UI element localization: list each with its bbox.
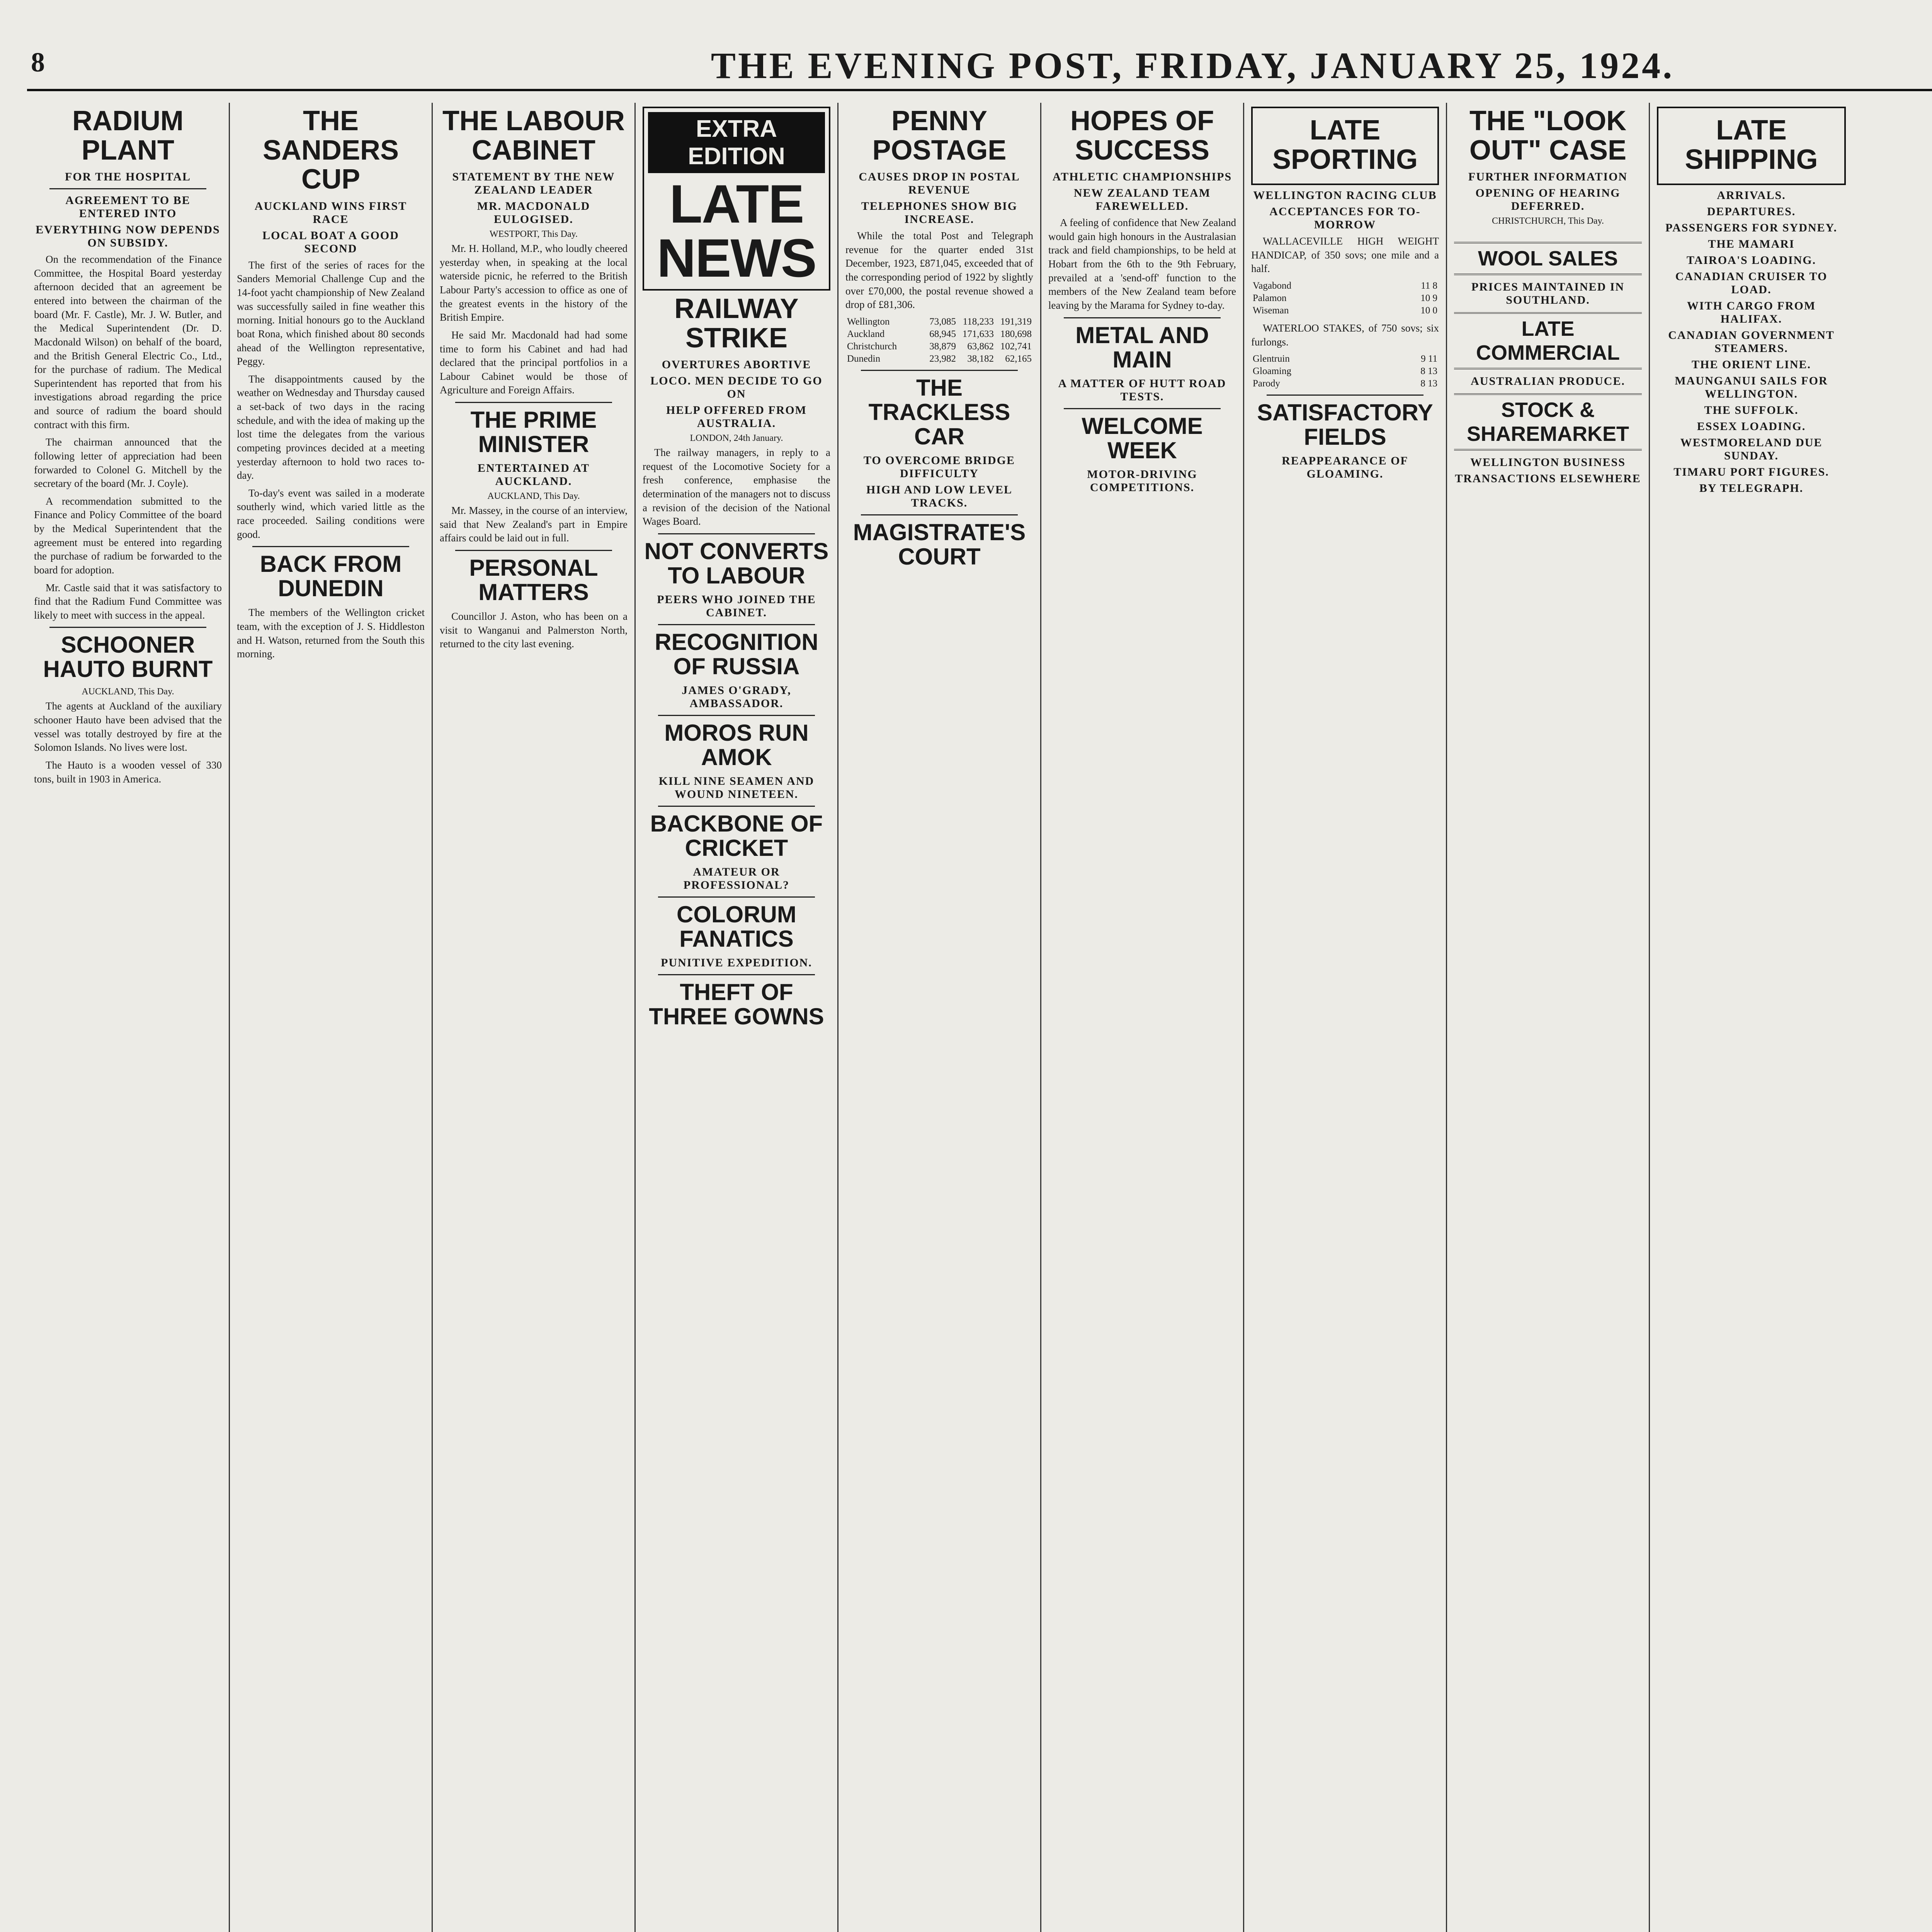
subheadline: PEERS WHO JOINED THE CABINET. — [657, 593, 816, 619]
subheadline: ENTERTAINED AT AUCKLAND. — [477, 462, 590, 488]
headline: RECOGNITION OF RUSSIA — [655, 629, 818, 679]
table-cell: Wiseman — [1253, 305, 1289, 316]
table-row — [845, 353, 1033, 365]
paragraph: On the recommendation of the Finance Committee, the Hospital Board yesterday afternoon decided that an agreement be entered into between the chairman of the board (Mr. F. Castle), Mr. J. W. Butler, and the Medical Superintendent (Dr. D. Macdonald Wilson) on behalf of the board, and the British General Electric Co., Ltd., for the purchase of radium. The Medical Superintendent has reported that from his investigations abroad regarding the price and source of radium the board should contract with this firm. — [34, 253, 222, 430]
divider — [658, 715, 815, 716]
table-row — [1251, 378, 1439, 390]
acceptances-list — [1251, 353, 1439, 390]
table-row — [1251, 280, 1439, 292]
column-2 — [230, 103, 433, 1932]
subheadline: ARRIVALS. — [1717, 189, 1786, 202]
subheadline: MAUNGANUI SAILS FOR WELLINGTON. — [1675, 374, 1828, 401]
table-cell: Christchurch — [847, 341, 897, 352]
headline: PERSONAL MATTERS — [469, 554, 598, 605]
late-sporting-box — [1251, 107, 1439, 185]
column-3 — [433, 103, 636, 1932]
headline: PENNY POSTAGE — [872, 105, 1007, 166]
headline: BACKBONE OF CRICKET — [650, 810, 823, 861]
subheadline: PUNITIVE EXPEDITION. — [661, 956, 812, 969]
subheadline: HIGH AND LOW LEVEL TRACKS. — [866, 483, 1013, 509]
headline: THE "LOOK OUT" CASE — [1469, 105, 1627, 166]
table-cell: 23,982 — [929, 353, 956, 364]
headline: THE SANDERS CUP — [262, 105, 399, 195]
paragraph: The agents at Auckland of the auxiliary schooner Hauto have been advised that the vessel was totally destroyed by fire at the Solomon Islands. No lives were lost. — [34, 700, 222, 753]
table-cell: 38,879 — [929, 341, 956, 352]
paragraph: He said Mr. Macdonald had had some time to form his Cabinet and had had declared that the principal portfolios in a Labour Cabinet would be those of Agriculture and Foreign Affairs. — [440, 329, 628, 396]
divider — [658, 974, 815, 975]
divider — [252, 546, 409, 547]
paragraph: To-day's event was sailed in a moderate southerly wind, which varied little as the race proceeded. Sailing conditions were good. — [237, 487, 425, 540]
subheadline: TO OVERCOME BRIDGE DIFFICULTY — [863, 454, 1015, 480]
paragraph: The members of the Wellington cricket team, with the exception of J. S. Hiddleston and H. Watson, returned from the South this morning. — [237, 607, 425, 660]
table-row — [1251, 365, 1439, 378]
table-cell: 73,085 — [929, 316, 956, 327]
headline: WELCOME WEEK — [1082, 413, 1203, 463]
subheadline: TIMARU PORT FIGURES. — [1673, 466, 1829, 479]
table-cell: Gloaming — [1253, 366, 1291, 377]
table-cell: 102,741 — [1000, 341, 1032, 352]
extra-edition-banner — [643, 107, 830, 291]
subheadline: THE SUFFOLK. — [1704, 404, 1799, 417]
masthead-title: THE EVENING POST, FRIDAY, JANUARY 25, 1924. — [711, 45, 1675, 86]
table-row — [1251, 292, 1439, 304]
table-cell: Vagabond — [1253, 281, 1291, 291]
divider — [658, 533, 815, 534]
headline: RADIUM PLANT — [72, 105, 184, 166]
table-cell: 118,233 — [963, 316, 994, 327]
race-title: WALLACEVILLE HIGH WEIGHT HANDICAP, of 350 sovs; one mile and a half. — [1251, 235, 1439, 275]
subheadline: PRICES MAINTAINED IN SOUTHLAND. — [1471, 281, 1625, 307]
headline: MOROS RUN AMOK — [664, 719, 809, 770]
table-cell: Auckland — [847, 328, 885, 339]
table-cell: 11 8 — [1421, 281, 1437, 291]
divider — [658, 806, 815, 807]
subheadline: TAIROA'S LOADING. — [1686, 254, 1816, 267]
paragraph: The disappointments caused by the weather on Wednesday and Thursday caused a set-back of two days in the racing schedule, and with the idea of making up the lost time the delegates from the various competing provinces decided at a meeting yesterday afternoon to hold two races to-day. — [237, 373, 425, 481]
dateline: WESTPORT, This Day. — [489, 229, 578, 240]
subheadline: TELEPHONES SHOW BIG INCREASE. — [861, 200, 1018, 226]
headline: THE TRACKLESS CAR — [868, 374, 1010, 449]
column-8 — [1447, 103, 1650, 1932]
columns — [27, 103, 1932, 1932]
paragraph: Mr. Castle said that it was satisfactory to find that the Radium Fund Committee was likely to meet with success in the appeal. — [34, 582, 222, 621]
subheadline: LOCO. MEN DECIDE TO GO ON — [650, 374, 823, 401]
subheadline: AUCKLAND WINS FIRST RACE — [254, 199, 407, 226]
subheadline: ESSEX LOADING. — [1697, 420, 1806, 433]
dateline: AUCKLAND, This Day. — [487, 491, 580, 502]
table-cell: 8 13 — [1420, 366, 1437, 377]
table-cell: 10 0 — [1420, 305, 1437, 316]
subheadline: ACCEPTANCES FOR TO-MORROW — [1269, 205, 1421, 231]
headline: MAGISTRATE'S COURT — [853, 519, 1026, 570]
table-cell: Palamon — [1253, 293, 1287, 304]
paragraph: A feeling of confidence that New Zealand would gain high honours in the Australasian track and field championships, to be held at Hobart from the 6th to the 9th February, prevailed at a 'send-off' function to the members of the New Zealand team before leaving by the Marama for Sydney to-day. — [1048, 217, 1236, 311]
table-cell: Parody — [1253, 378, 1280, 389]
subheadline: TRANSACTIONS ELSEWHERE — [1455, 472, 1641, 485]
table-cell: Glentruin — [1253, 354, 1290, 364]
dateline: CHRISTCHURCH, This Day. — [1492, 216, 1604, 226]
page-number: 8 — [31, 47, 45, 78]
race-title: WATERLOO STAKES, of 750 sovs; six furlongs. — [1251, 322, 1439, 348]
column-7 — [1244, 103, 1447, 1932]
headline: NOT CONVERTS TO LABOUR — [644, 538, 829, 588]
table-cell: 191,319 — [1000, 316, 1032, 327]
subheadline: KILL NINE SEAMEN AND WOUND NINETEEN. — [658, 774, 815, 801]
table-cell: 38,182 — [967, 353, 994, 364]
paragraph: The Hauto is a wooden vessel of 330 tons, built in 1903 in America. — [34, 759, 222, 785]
section-title: STOCK & SHAREMARKET — [1454, 393, 1642, 451]
subheadline: MR. MACDONALD EULOGISED. — [477, 200, 590, 226]
paragraph: Mr. H. Holland, M.P., who loudly cheered yesterday when, in speaking at the local waterside picnic, he referred to the British Labour Party's accession to office as one of the greatest events in the history of the British Empire. — [440, 243, 628, 323]
headline: HOPES OF SUCCESS — [1070, 105, 1214, 166]
subheadline: CANADIAN GOVERNMENT STEAMERS. — [1668, 329, 1835, 355]
headline: THE LABOUR CABINET — [442, 105, 625, 166]
subheadline: CANADIAN CRUISER TO LOAD. — [1675, 270, 1828, 296]
acceptances-list — [1251, 280, 1439, 317]
table-cell: 68,945 — [929, 328, 956, 339]
table-row — [845, 340, 1033, 353]
subheadline: WELLINGTON RACING CLUB — [1253, 189, 1437, 202]
column-5 — [838, 103, 1041, 1932]
divider — [455, 550, 612, 551]
headline: THEFT OF THREE GOWNS — [649, 979, 824, 1029]
divider — [1267, 395, 1423, 396]
table-cell: 8 13 — [1420, 378, 1437, 389]
table-cell: 62,165 — [1005, 353, 1032, 364]
late-shipping-box — [1657, 107, 1846, 185]
table-cell: 63,862 — [967, 341, 994, 352]
subheadline: WESTMORELAND DUE SUNDAY. — [1680, 436, 1823, 463]
late-news-label: LATE NEWS — [657, 173, 816, 288]
paragraph: The railway managers, in reply to a request of the Locomotive Society for a fresh conference, emphasise the determination of the managers not to discuss a revision of the decision of the National Wages Board. — [643, 447, 830, 527]
headline: COLORUM FANATICS — [677, 901, 796, 952]
divider — [1064, 317, 1221, 318]
divider — [455, 402, 612, 403]
headline: LATE SHIPPING — [1685, 115, 1818, 175]
subheadline: PASSENGERS FOR SYDNEY. — [1665, 221, 1837, 235]
subheadline: WITH CARGO FROM HALIFAX. — [1687, 299, 1816, 326]
paragraph: The first of the series of races for the Sanders Memorial Challenge Cup and the 14-foot yacht championship of New Zealand was successfully sailed in fine weather this morning. Initial honours go to the Auckland boat Rona, which finished about 80 seconds ahead of the Wellington representative, Peggy. — [237, 259, 425, 367]
section-title: WOOL SALES — [1454, 242, 1642, 275]
subheadline: WELLINGTON BUSINESS — [1470, 456, 1626, 469]
column-9 — [1650, 103, 1853, 1932]
table-row — [845, 328, 1033, 340]
subheadline: REAPPEARANCE OF GLOAMING. — [1282, 454, 1408, 481]
subheadline: FURTHER INFORMATION — [1468, 170, 1628, 184]
subheadline: THE MAMARI — [1708, 238, 1795, 251]
column-1 — [27, 103, 230, 1932]
dateline: AUCKLAND, This Day. — [82, 687, 174, 697]
subheadline: OVERTURES ABORTIVE — [662, 358, 811, 371]
table-row — [1251, 304, 1439, 317]
masthead — [27, 43, 1932, 91]
table-row — [1251, 353, 1439, 365]
table-row — [845, 316, 1033, 328]
table-cell: Wellington — [847, 316, 890, 327]
subheadline: NEW ZEALAND TEAM FAREWELLED. — [1073, 187, 1211, 213]
subheadline: HELP OFFERED FROM AUSTRALIA. — [666, 404, 807, 430]
divider — [658, 624, 815, 625]
table-cell: 10 9 — [1420, 293, 1437, 304]
divider — [49, 188, 206, 189]
subheadline: THE ORIENT LINE. — [1691, 358, 1811, 371]
headline: RAILWAY STRIKE — [674, 293, 799, 354]
subheadline: BY TELEGRAPH. — [1699, 482, 1804, 495]
table-cell: Dunedin — [847, 353, 881, 364]
subheadline: MOTOR-DRIVING COMPETITIONS. — [1087, 468, 1197, 494]
subheadline: CAUSES DROP IN POSTAL REVENUE — [859, 170, 1020, 197]
headline: SCHOONER HAUTO BURNT — [43, 632, 213, 682]
subheadline: AGREEMENT TO BE ENTERED INTO — [65, 194, 190, 220]
subheadline: A MATTER OF HUTT ROAD TESTS. — [1058, 377, 1226, 403]
revenue-table — [845, 316, 1033, 365]
extra-edition-label: EXTRA EDITION — [648, 112, 825, 173]
headline: SATISFACTORY FIELDS — [1257, 400, 1433, 450]
subheadline: FOR THE HOSPITAL — [65, 170, 191, 184]
subheadline: AUSTRALIAN PRODUCE. — [1471, 375, 1625, 388]
divider — [1064, 408, 1221, 409]
column-6 — [1041, 103, 1244, 1932]
table-cell: 9 11 — [1421, 354, 1437, 364]
section-title: LATE COMMERCIAL — [1454, 312, 1642, 369]
paragraph: A recommendation submitted to the Finance and Policy Committee of the board by the Medical Superintendent that the agreement must be entered into regarding the purchase of radium be forwarded to the board for adoption. — [34, 495, 222, 576]
table-cell: 171,633 — [962, 328, 994, 339]
subheadline: OPENING OF HEARING DEFERRED. — [1475, 187, 1621, 213]
divider — [861, 514, 1018, 515]
subheadline: EVERYTHING NOW DEPENDS ON SUBSIDY. — [36, 223, 220, 250]
divider — [658, 896, 815, 898]
spacer — [1454, 229, 1642, 236]
subheadline: AMATEUR OR PROFESSIONAL? — [683, 865, 790, 891]
paragraph: Mr. Massey, in the course of an interview, said that New Zealand's part in Empire affairs could be laid out in full. — [440, 505, 628, 544]
paragraph: The chairman announced that the following letter of appreciation had been forwarded to Colonel G. Mitchell by the secretary of the board (Mr. J. Coyle). — [34, 436, 222, 490]
headline: METAL AND MAIN — [1075, 322, 1209, 372]
headline: THE PRIME MINISTER — [470, 407, 597, 457]
paragraph: While the total Post and Telegraph revenue for the quarter ended 31st December, 1923, £871,045, exceeded that of the corresponding period of 1922 by slightly over £70,000, the postal revenue showed a drop of £81,306. — [845, 230, 1033, 311]
headline: LATE SPORTING — [1272, 115, 1418, 175]
subheadline: STATEMENT BY THE NEW ZEALAND LEADER — [452, 170, 615, 197]
headline: BACK FROM DUNEDIN — [260, 551, 402, 602]
subheadline: ATHLETIC CHAMPIONSHIPS — [1052, 170, 1232, 184]
subheadline: DEPARTURES. — [1707, 205, 1796, 218]
divider — [49, 627, 206, 628]
subheadline: JAMES O'GRADY, AMBASSADOR. — [682, 684, 791, 710]
dateline: LONDON, 24th January. — [690, 433, 783, 444]
subheadline: LOCAL BOAT A GOOD SECOND — [262, 229, 399, 255]
column-4 — [636, 103, 838, 1932]
paragraph: Councillor J. Aston, who has been on a visit to Wanganui and Palmerston North, returned to the city last evening. — [440, 610, 628, 650]
table-cell: 180,698 — [1000, 328, 1032, 339]
divider — [861, 370, 1018, 371]
